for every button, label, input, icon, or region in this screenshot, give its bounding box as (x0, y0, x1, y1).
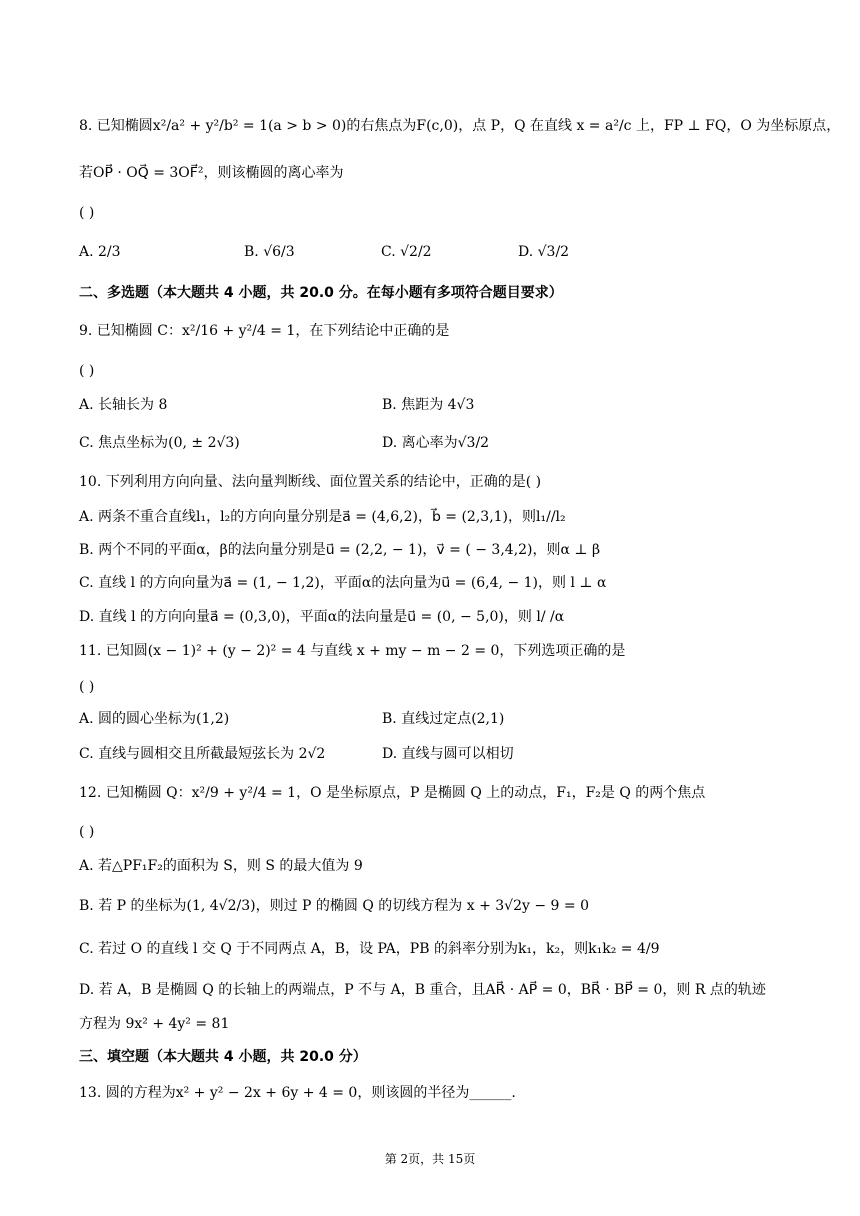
q9-answer-paren: ( ) (79, 363, 95, 379)
q8-option-a: A. 2/3 (79, 244, 121, 260)
q11-option-d: D. 直线与圆可以相切 (382, 746, 514, 762)
q8-option-b: B. √6/3 (244, 244, 295, 260)
q11-stem: 11. 已知圆(x − 1)² + (y − 2)² = 4 与直线 x + my − m − 2 = 0，下列选项正确的是 (79, 643, 626, 659)
q11-option-a: A. 圆的圆心坐标为(1,2) (79, 711, 230, 727)
q10-option-b: B. 两个不同的平面α，β的法向量分别是u⃗ = (2,2, − 1)，v⃗ = ( − 3,4,2)，则α ⊥ β (79, 542, 601, 558)
q13-stem: 13. 圆的方程为x² + y² − 2x + 6y + 4 = 0，则该圆的半径为______. (79, 1085, 516, 1101)
q9-option-b: B. 焦距为 4√3 (382, 397, 475, 413)
q9-stem: 9. 已知椭圆 C：x²/16 + y²/4 = 1，在下列结论中正确的是 (79, 323, 450, 339)
q12-answer-paren: ( ) (79, 824, 95, 840)
section-fill-in-heading: 三、填空题（本大题共 4 小题，共 20.0 分） (79, 1049, 367, 1065)
q9-option-c: C. 焦点坐标为(0, ± 2√3) (79, 435, 240, 451)
q12-option-b: B. 若 P 的坐标为(1, 4√2/3)，则过 P 的椭圆 Q 的切线方程为 x + 3√2y − 9 = 0 (79, 898, 589, 914)
q9-option-a: A. 长轴长为 8 (79, 397, 168, 413)
q8-option-c: C. √2/2 (381, 244, 432, 260)
q10-stem: 10. 下列利用方向向量、法向量判断线、面位置关系的结论中，正确的是( ) (79, 474, 542, 490)
q12-stem: 12. 已知椭圆 Q：x²/9 + y²/4 = 1，O 是坐标原点，P 是椭圆 Q 上的动点，F₁，F₂是 Q 的两个焦点 (79, 785, 706, 801)
q9-option-d: D. 离心率为√3/2 (382, 435, 490, 451)
q12-option-d-continued: 方程为 9x² + 4y² = 81 (79, 1016, 230, 1032)
q8-stem-line1: 8. 已知椭圆x²/a² + y²/b² = 1(a > b > 0)的右焦点为F(c,0)，点 P，Q 在直线 x = a²/c 上，FP ⊥ FQ，O 为坐标原点， (79, 118, 841, 134)
q11-answer-paren: ( ) (79, 679, 95, 695)
page-footer: 第 2页，共 15页 (384, 1152, 476, 1166)
q8-option-d: D. √3/2 (518, 244, 570, 260)
q12-option-d: D. 若 A，B 是椭圆 Q 的长轴上的两端点，P 不与 A，B 重合，且AR⃗ · AP⃗ = 0，BR⃗ · BP⃗ = 0，则 R 点的轨迹 (79, 982, 766, 998)
q10-option-a: A. 两条不重合直线l₁，l₂的方向向量分别是a⃗ = (4,6,2)，b⃗ = (2,3,1)，则l₁//l₂ (79, 509, 566, 525)
q11-option-b: B. 直线过定点(2,1) (382, 711, 505, 727)
q8-stem-line2: 若OP⃗ · OQ⃗ = 3OF⃗²，则该椭圆的离心率为 (79, 165, 344, 181)
q10-option-c: C. 直线 l 的方向向量为a⃗ = (1, − 1,2)，平面α的法向量为u⃗ = (6,4, − 1)，则 l ⊥ α (79, 575, 607, 591)
q10-option-d: D. 直线 l 的方向向量a⃗ = (0,3,0)，平面α的法向量是u⃗ = (0, − 5,0)，则 l/ /α (79, 609, 565, 625)
section-multiple-choice-heading: 二、多选题（本大题共 4 小题，共 20.0 分。在每小题有多项符合题目要求） (79, 285, 563, 301)
q11-option-c: C. 直线与圆相交且所截最短弦长为 2√2 (79, 746, 326, 762)
q12-option-c: C. 若过 O 的直线 l 交 Q 于不同两点 A，B，设 PA，PB 的斜率分别为k₁，k₂，则k₁k₂ = 4/9 (79, 941, 660, 957)
q8-answer-paren: ( ) (79, 205, 95, 221)
q12-option-a: A. 若△PF₁F₂的面积为 S，则 S 的最大值为 9 (79, 858, 363, 874)
